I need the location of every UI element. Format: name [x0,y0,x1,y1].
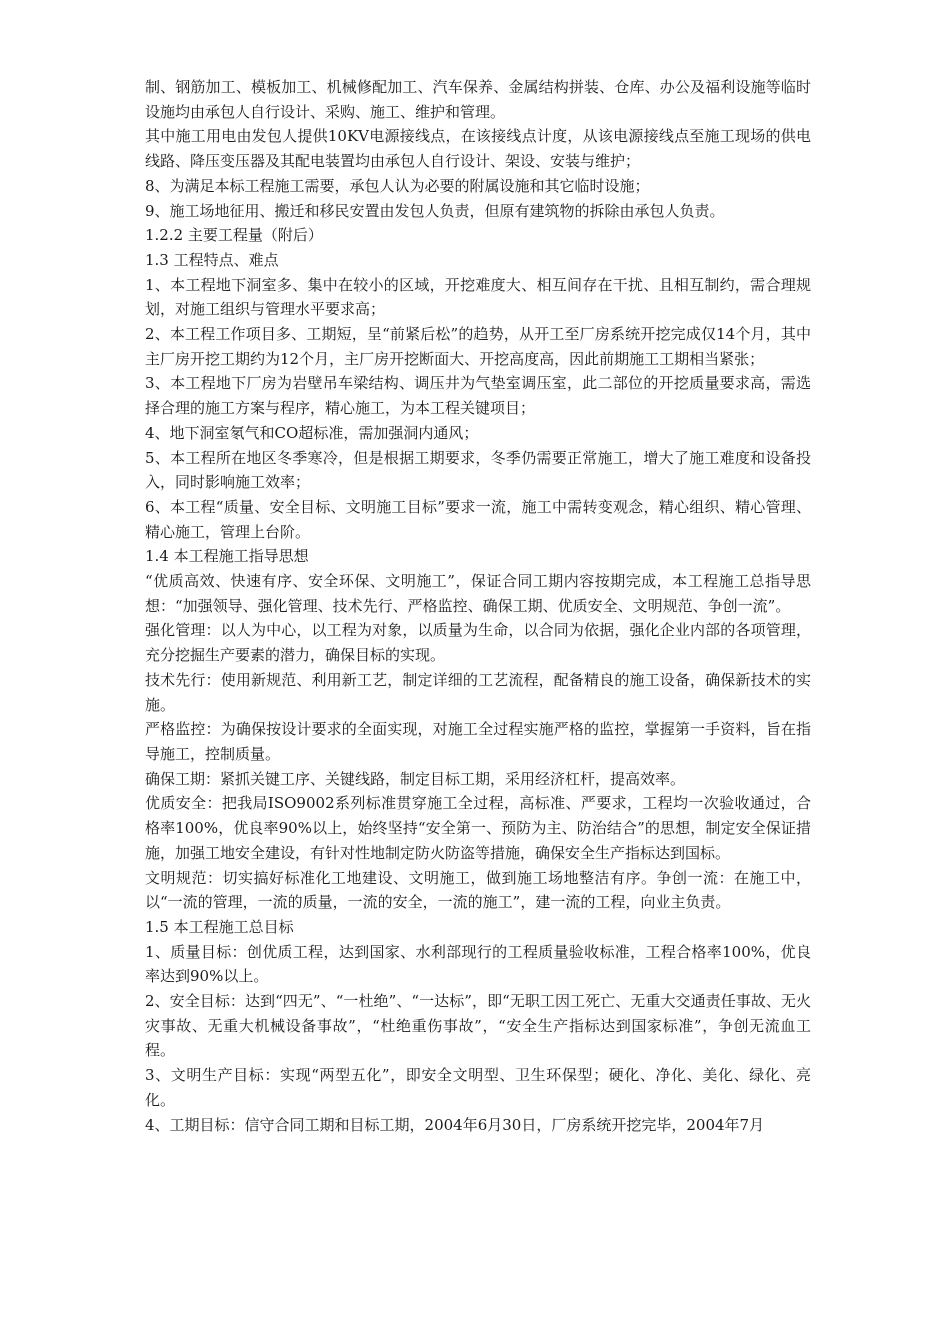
principle-schedule: 确保工期：紧抓关键工序、关键线路，制定目标工期，采用经济杠杆，提高效率。 [145,769,686,788]
section-heading-1-4: 1.4 本工程施工指导思想 [145,547,309,566]
principle-quality-safety: 优质安全：把我局ISO9002系列标准贯穿施工全过程，高标准、严要求，工程均一次验收通过，合格率100%，优良率90%以上，始终坚持“安全第一、预防为主、防治结合”的思想，制定安全保证措施，加强工地安全建设，有针对性地制定防火防盗等措施，确保安全生产指标达到国标。 [145,794,811,862]
goal-quality: 1、质量目标：创优质工程，达到国家、水利部现行的工程质量验收标准，工程合格率100%，优良率达到90%以上。 [145,942,811,986]
feature-item-1: 1、本工程地下洞室多、集中在较小的区域，开挖难度大、相互间存在干扰、且相互制约，需合理规划，对施工组织与管理水平要求高； [145,275,811,319]
goal-civilized-production: 3、文明生产目标：实现“两型五化”，即安全文明型、卫生环保型；硬化、净化、美化、绿化、亮化。 [145,1066,811,1109]
principle-civilized: 文明规范：切实搞好标准化工地建设、文明施工，做到施工场地整洁有序。争创一流：在施工中，以“一流的管理，一流的质量，一流的安全，一流的施工”，建一流的工程，向业主负责。 [145,868,811,912]
list-item-9: 9、施工场地征用、搬迁和移民安置由发包人负责，但原有建筑物的拆除由承包人负责。 [145,201,725,220]
principle-monitoring: 严格监控：为确保按设计要求的全面实现，对施工全过程实施严格的监控，掌握第一手资料，旨在指导施工，控制质量。 [145,720,811,763]
goal-safety: 2、安全目标：达到“四无”、“一杜绝”、“一达标”，即“无职工因工死亡、无重大交通责任事故、无火灾事故、无重大机械设备事故”，“杜绝重伤事故”，“安全生产指标达到国家标准”，争创无流血工程。 [145,992,811,1060]
feature-item-6: 6、本工程“质量、安全目标、文明施工目标”要求一流，施工中需转变观念，精心组织、精心管理、精心施工，管理上台阶。 [145,497,811,541]
section-heading-1-3: 1.3 工程特点、难点 [145,250,279,269]
list-item-8: 8、为满足本标工程施工需要，承包人认为必要的附属设施和其它临时设施； [145,176,650,195]
feature-item-2: 2、本工程工作项目多、工期短，呈“前紧后松”的趋势，从开工至厂房系统开挖完成仅14个月，其中主厂房开挖工期约为12个月，主厂房开挖断面大、开挖高度高，因此前期施工工期相当紧张； [145,325,811,368]
principle-management: 强化管理：以人为中心，以工程为对象，以质量为生命，以合同为依据，强化企业内部的各项管理，充分挖掘生产要素的潜力，确保目标的实现。 [145,621,811,665]
feature-item-5: 5、本工程所在地区冬季寒冷，但是根据工期要求，冬季仍需要正常施工，增大了施工难度和设备投入，同时影响施工效率； [145,448,811,492]
paragraph-power-supply: 其中施工用电由发包人提供10KV电源接线点，在该接线点计度，从该电源接线点至施工现场的供电线路、降压变压器及其配电装置均由承包人自行设计、架设、安装与维护； [145,127,811,171]
guiding-ideology: “优质高效、快速有序、安全环保、文明施工”，保证合同工期内容按期完成，本工程施工总指导思想：“加强领导、强化管理、技术先行、严格监控、确保工期、优质安全、文明规范、争创一流”。 [145,572,811,615]
section-heading-1-5: 1.5 本工程施工总目标 [145,917,294,936]
document-page [145,75,811,1137]
paragraph-temporary-facilities: 制、钢筋加工、模板加工、机械修配加工、汽车保养、金属结构拼装、仓库、办公及福利设施等临时设施均由承包人自行设计、采购、施工、维护和管理。 [145,78,811,121]
principle-technology: 技术先行：使用新规范、利用新工艺，制定详细的工艺流程，配备精良的施工设备，确保新技术的实施。 [145,670,811,714]
goal-schedule: 4、工期目标：信守合同工期和目标工期，2004年6月30日，厂房系统开挖完毕，2004年7月 [145,1115,765,1134]
feature-item-4: 4、地下洞室氡气和CO超标准，需加强洞内通风； [145,423,479,442]
section-heading-1-2-2: 1.2.2 主要工程量（附后） [145,226,323,245]
feature-item-3: 3、本工程地下厂房为岩壁吊车梁结构、调压井为气垫室调压室，此二部位的开挖质量要求高，需选择合理的施工方案与程序，精心施工，为本工程关键项目； [145,374,811,418]
